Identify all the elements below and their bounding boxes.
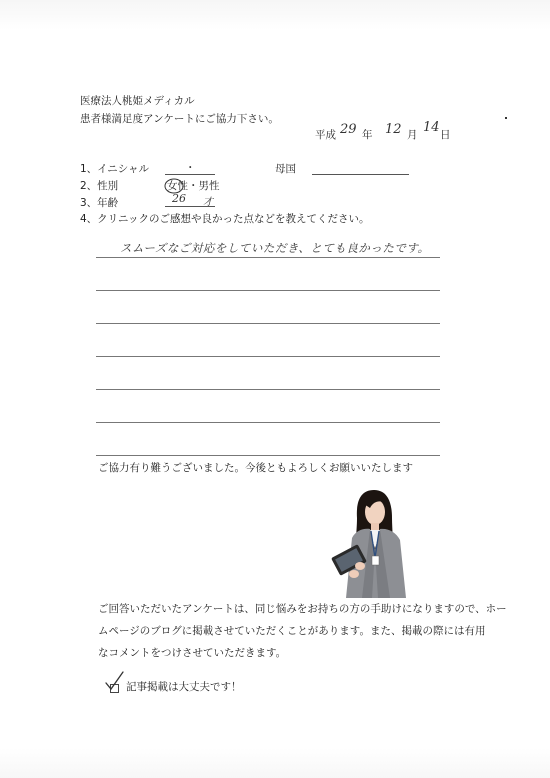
- notice-line-1: ご回答いただいたアンケートは、同じ悩みをお持ちの方の手助けになりますので、ホー: [98, 603, 507, 615]
- date-day-unit: 日: [440, 129, 451, 141]
- date-year-unit: 年: [362, 129, 373, 141]
- answer-line-5: [96, 389, 440, 390]
- consent-label: 記事掲載は大丈夫です！: [126, 681, 242, 693]
- answer-line-1: [96, 257, 440, 258]
- q1-initial-separator: ・: [185, 162, 196, 174]
- thanks-message: ご協力有り難うございました。今後ともよろしくお願いいたします: [98, 462, 413, 474]
- woman-with-tablet-photo: [330, 488, 420, 606]
- stray-mark: [505, 117, 507, 119]
- q1-initial-field[interactable]: [165, 174, 215, 175]
- answer-line-7: [96, 455, 440, 456]
- clinic-name: 医療法人桃姫メディカル: [80, 95, 195, 107]
- date-month-unit: 月: [407, 129, 418, 141]
- q1-initial-label: 1、イニシャル: [80, 163, 150, 175]
- q3-age-value: 26: [172, 192, 186, 205]
- notice-line-3: なコメントをつけさせていただきます。: [98, 647, 287, 659]
- check-icon: [103, 670, 125, 692]
- date-month: 12: [385, 122, 402, 137]
- date-year: 29: [340, 122, 357, 137]
- mother-country-field[interactable]: [312, 174, 409, 175]
- q3-age-label: 3、年齢: [80, 197, 119, 209]
- date-day: 14: [423, 120, 440, 135]
- answer-line-3: [96, 323, 440, 324]
- answer-line-6: [96, 422, 440, 423]
- q2-gender-options: 女性・男性: [167, 180, 220, 192]
- mother-country-label: 母国: [275, 163, 296, 175]
- answer-line-4: [96, 356, 440, 357]
- notice-line-2: ムページのブログに掲載させていただくことがあります。また、掲載の際には有用: [98, 625, 486, 637]
- answer-line-2: [96, 290, 440, 291]
- q4-feedback-label: 4、クリニックのご感想や良かった点などを教えてください。: [80, 213, 370, 225]
- date-era: 平成: [315, 129, 336, 141]
- q3-age-unit: 才: [203, 197, 213, 208]
- survey-title: 患者様満足度アンケートにご協力下さい。: [80, 113, 279, 125]
- q2-gender-label: 2、性別: [80, 180, 119, 192]
- q3-age-field[interactable]: [165, 206, 215, 207]
- answer-line-1-text: スムーズなご対応をしていただき、とても良かったです。: [120, 241, 430, 255]
